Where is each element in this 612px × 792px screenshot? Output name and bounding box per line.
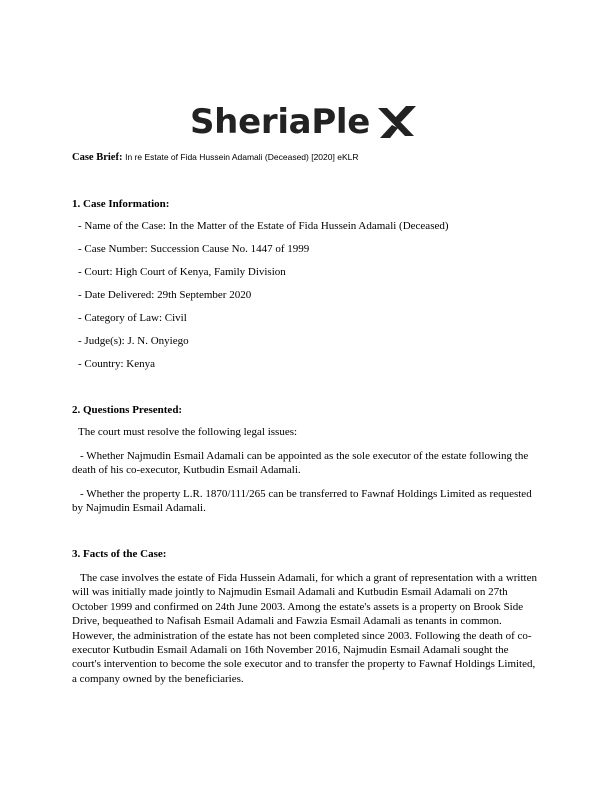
case-number-item: - Case Number: Succession Cause No. 1447 of 1999 (78, 243, 310, 255)
court-item: - Court: High Court of Kenya, Family Division (78, 266, 286, 278)
question-item: - Whether Najmudin Esmail Adamali can be appointed as the sole executor of the estate following the death of his co-executor, Kutbudin Esmail Adamali. (72, 450, 529, 477)
x-mark-icon (378, 105, 416, 139)
country-item: - Country: Kenya (78, 358, 155, 370)
case-name-item: - Name of the Case: In the Matter of the Estate of Fida Hussein Adamali (Deceased) (78, 220, 449, 232)
case-information-heading: 1. Case Information: (72, 198, 170, 210)
facts-paragraph: The case involves the estate of Fida Hussein Adamali, for which a grant of representation with a written will was initially made jointly to Najmudin Esmail Adamali and Kutbudin Esmail Adamali on 27th October 1999 and confirmed on 24th June 2003. Among the estate's assets is a property on Brook Side Drive, bequeathed to Nafisah Esmail Adamali and Fawzia Esmail Adamali as tenants in common. However, the administration of the estate has not been completed since 2003. Following the death of co-executor Kutbudin Esmail Adamali on 16th November 2016, Najmudin Esmail Adamali sought the court's intervention to become the sole executor and to transfer the property to Fawnaf Holdings Limited, a company owned by the beneficiaries. (72, 572, 537, 685)
case-brief-title: In re Estate of Fida Hussein Adamali (Deceased) [2020] eKLR (125, 152, 359, 162)
judge-item: - Judge(s): J. N. Onyiego (78, 335, 189, 347)
question-item: - Whether the property L.R. 1870/111/265 can be transferred to Fawnaf Holdings Limited as requested by Najmudin Esmail Adamali. (72, 488, 532, 515)
case-brief-label: Case Brief: (72, 152, 123, 163)
facts-heading: 3. Facts of the Case: (72, 548, 167, 560)
case-brief-line (72, 152, 358, 163)
questions-heading: 2. Questions Presented: (72, 404, 183, 416)
sheriaplex-logo (190, 100, 422, 144)
questions-intro: The court must resolve the following legal issues: (78, 426, 298, 438)
date-delivered-item: - Date Delivered: 29th September 2020 (78, 289, 252, 301)
logo-wordmark: SheriaPle (190, 102, 371, 142)
category-item: - Category of Law: Civil (78, 312, 187, 324)
